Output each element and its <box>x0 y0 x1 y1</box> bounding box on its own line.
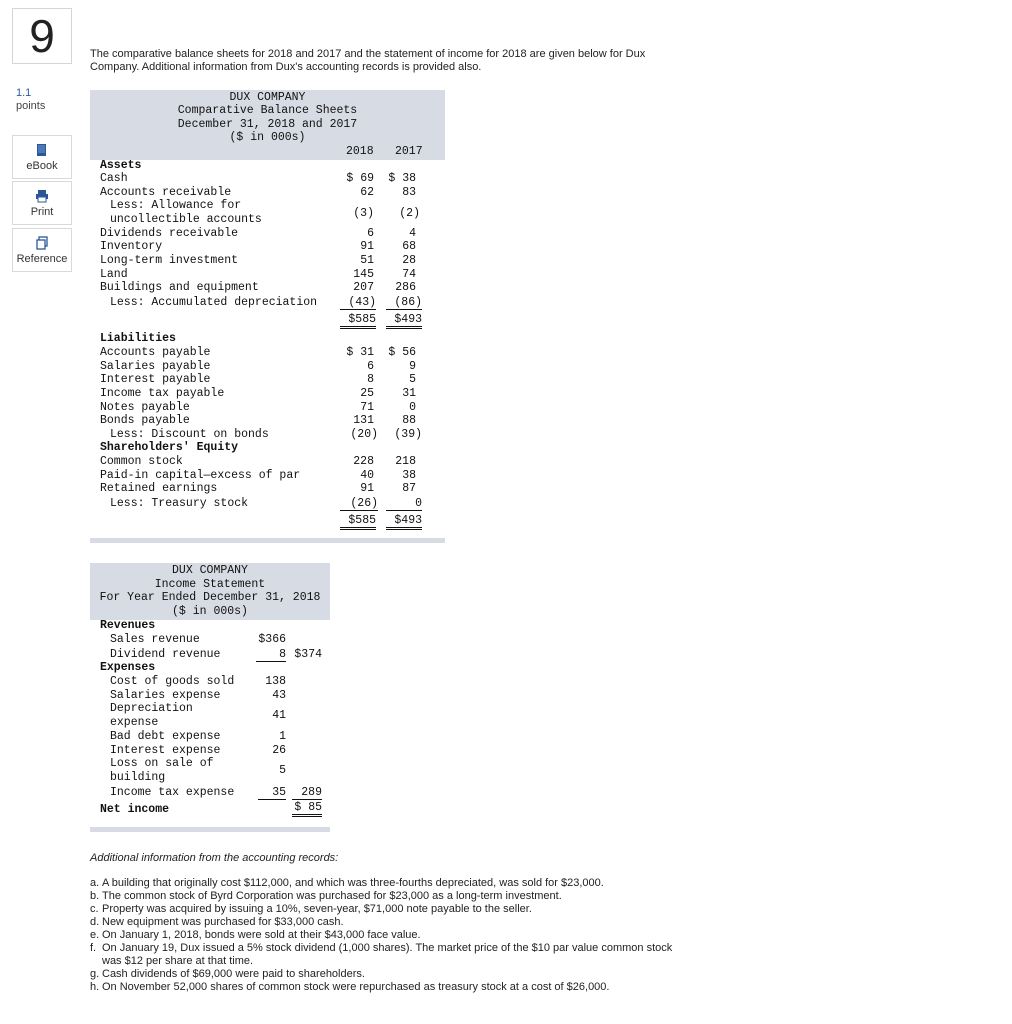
print-label: Print <box>30 205 54 218</box>
item-letter: d. <box>90 916 100 928</box>
is-title-period: For Year Ended December 31, 2018 <box>99 591 321 604</box>
is-title-company: DUX COMPANY <box>172 564 248 577</box>
equity-value-2017: 0 <box>386 497 422 511</box>
expenses-heading: Expenses <box>100 661 156 674</box>
income-statement <box>90 563 330 832</box>
asset-value-2018: 91 <box>360 240 374 253</box>
net-income-value: $ 85 <box>292 801 322 817</box>
points-value: 1.1 <box>16 87 32 99</box>
liability-value-2018: 71 <box>360 401 374 414</box>
list-item <box>90 890 790 903</box>
bs-col-2018: 2018 <box>346 145 374 158</box>
equity-heading: Shareholders' Equity <box>100 441 239 454</box>
item-letter: h. <box>90 981 100 993</box>
asset-value-2018: (3) <box>353 207 374 220</box>
asset-value-2017: 83 <box>402 186 416 199</box>
list-item <box>90 877 790 890</box>
asset-label-cont: uncollectible accounts <box>110 213 262 226</box>
liability-value-2018: 25 <box>360 387 374 400</box>
ebook-button[interactable] <box>12 135 72 179</box>
item-text: On January 1, 2018, bonds were sold at their $43,000 face value. <box>102 929 421 941</box>
ebook-label: eBook <box>26 159 58 172</box>
additional-heading: Additional information from the accounting records: <box>90 852 339 864</box>
is-line-total: 289 <box>292 786 322 800</box>
question-number-text: 9 <box>29 10 55 62</box>
points-label: points <box>16 100 46 112</box>
liability-value-2018: (20) <box>350 428 378 441</box>
is-line-value: 8 <box>256 648 286 662</box>
asset-label: Inventory <box>100 240 163 253</box>
item-text-cont: was $12 per share at that time. <box>102 955 254 967</box>
bs-title-date: December 31, 2018 and 2017 <box>177 118 358 131</box>
asset-value-2017: 74 <box>402 268 416 281</box>
list-item <box>90 903 790 916</box>
is-line-value: 5 <box>279 764 286 777</box>
is-line-label: Salaries expense <box>110 689 221 702</box>
item-text: Property was acquired by issuing a 10%, seven-year, $71,000 note payable to the seller. <box>102 903 532 915</box>
asset-value-2017: $ 38 <box>388 172 416 185</box>
is-line-label-cont: building <box>110 771 166 784</box>
asset-value-2017: 28 <box>402 254 416 267</box>
asset-value-2018: $ 69 <box>346 172 374 185</box>
is-line-label: Cost of goods sold <box>110 675 235 688</box>
liability-label: Notes payable <box>100 401 190 414</box>
item-letter: a. <box>90 877 100 889</box>
equity-value-2017: 87 <box>402 482 416 495</box>
liability-value-2017: 9 <box>409 360 416 373</box>
is-line-label: Sales revenue <box>110 633 200 646</box>
list-item <box>90 981 790 994</box>
liabilities-heading: Liabilities <box>100 332 176 345</box>
equity-label: Paid-in capital—excess of par <box>100 469 301 482</box>
intro-text <box>90 48 730 74</box>
item-letter: b. <box>90 890 100 902</box>
equity-label: Retained earnings <box>100 482 218 495</box>
list-item <box>90 929 790 942</box>
bs-title-name: Comparative Balance Sheets <box>177 104 358 117</box>
equity-label: Less: Treasury stock <box>110 497 249 510</box>
asset-label: Dividends receivable <box>100 227 239 240</box>
intro-line-1: The comparative balance sheets for 2018 and 2017 and the statement of income for 2018 are given below for Dux <box>90 48 646 60</box>
asset-value-2018: 51 <box>360 254 374 267</box>
liability-value-2017: 31 <box>402 387 416 400</box>
list-item <box>90 942 790 968</box>
item-letter: e. <box>90 929 100 941</box>
liability-value-2018: 131 <box>353 414 374 427</box>
list-item <box>90 916 790 929</box>
equity-value-2018: 228 <box>353 455 374 468</box>
bs-title-units: ($ in 000s) <box>229 131 306 144</box>
item-letter: f. <box>90 942 97 954</box>
balance-sheet-bottom-bar <box>90 538 445 543</box>
equity-value-2018: 91 <box>360 482 374 495</box>
equity-value-2017: 38 <box>402 469 416 482</box>
asset-label: Accounts receivable <box>100 186 232 199</box>
book-icon <box>35 143 49 157</box>
is-line-label: Income tax expense <box>110 786 235 799</box>
is-line-value: 138 <box>265 675 286 688</box>
item-text: The common stock of Byrd Corporation was purchased for $23,000 as a long-term investment. <box>102 890 562 902</box>
is-line-label: Loss on sale of <box>110 757 214 770</box>
reference-icon <box>35 236 49 250</box>
income-statement-bottom-bar <box>90 827 330 832</box>
is-line-label: Bad debt expense <box>110 730 221 743</box>
bs-col-2017: 2017 <box>395 145 423 158</box>
asset-value-2018: (43) <box>340 296 376 310</box>
liability-label: Less: Discount on bonds <box>110 428 269 441</box>
equity-value-2018: (26) <box>340 497 378 511</box>
is-title-units: ($ in 000s) <box>172 605 248 618</box>
is-title-name: Income Statement <box>154 578 266 591</box>
assets-total-2018: $585 <box>340 313 376 329</box>
is-line-label-cont: expense <box>110 716 159 729</box>
asset-value-2017: 68 <box>402 240 416 253</box>
assets-heading: Assets <box>100 159 142 172</box>
is-line-total: $374 <box>294 648 322 661</box>
list-item <box>90 968 790 981</box>
reference-button[interactable] <box>12 228 72 272</box>
asset-label: Less: Accumulated depreciation <box>110 296 318 309</box>
item-text: A building that originally cost $112,000, and which was three-fourths depreciated, was sold for $23,000. <box>102 877 604 889</box>
asset-label: Less: Allowance for <box>110 199 242 212</box>
reference-label: Reference <box>16 252 68 265</box>
asset-value-2018: 6 <box>367 227 374 240</box>
liability-value-2017: (39) <box>394 428 422 441</box>
is-line-value: $366 <box>258 633 286 646</box>
item-text: On November 52,000 shares of common stock were repurchased as treasury stock at a cost of $26,000. <box>102 981 610 993</box>
asset-value-2017: 4 <box>409 227 416 240</box>
liability-label: Salaries payable <box>100 360 211 373</box>
asset-label: Land <box>100 268 128 281</box>
bs-title-company: DUX COMPANY <box>229 91 306 104</box>
liability-value-2018: $ 31 <box>346 346 374 359</box>
liability-label: Income tax payable <box>100 387 225 400</box>
item-text: On January 19, Dux issued a 5% stock dividend (1,000 shares). The market price of the $10 par value common stock <box>102 942 673 954</box>
printer-icon <box>35 189 49 203</box>
equity-label: Common stock <box>100 455 183 468</box>
is-line-value: 41 <box>272 709 286 722</box>
item-text: New equipment was purchased for $33,000 cash. <box>102 916 344 928</box>
asset-value-2018: 62 <box>360 186 374 199</box>
is-line-value: 35 <box>258 786 286 800</box>
liability-value-2018: 6 <box>367 360 374 373</box>
asset-value-2018: 145 <box>353 268 374 281</box>
asset-value-2017: (86) <box>386 296 422 310</box>
asset-label: Buildings and equipment <box>100 281 259 294</box>
asset-value-2017: 286 <box>395 281 416 294</box>
question-number <box>12 8 72 64</box>
asset-value-2018: 207 <box>353 281 374 294</box>
intro-line-2: Company. Additional information from Dux's accounting records is provided also. <box>90 61 482 73</box>
item-letter: g. <box>90 968 100 980</box>
balance-sheet <box>90 90 445 543</box>
print-button[interactable] <box>12 181 72 225</box>
liability-label: Accounts payable <box>100 346 211 359</box>
liability-label: Interest payable <box>100 373 211 386</box>
liability-value-2017: 88 <box>402 414 416 427</box>
is-line-value: 43 <box>272 689 286 702</box>
assets-total-2017: $493 <box>386 313 422 329</box>
is-line-label: Depreciation <box>110 702 193 715</box>
item-text: Cash dividends of $69,000 were paid to shareholders. <box>102 968 365 980</box>
asset-label: Long-term investment <box>100 254 239 267</box>
is-line-label: Interest expense <box>110 744 221 757</box>
revenues-heading: Revenues <box>100 619 156 632</box>
liab-equity-total-2017: $493 <box>386 514 422 530</box>
liability-value-2017: 0 <box>409 401 416 414</box>
item-letter: c. <box>90 903 99 915</box>
liability-value-2018: 8 <box>367 373 374 386</box>
is-line-value: 1 <box>279 730 286 743</box>
liability-label: Bonds payable <box>100 414 190 427</box>
asset-label: Cash <box>100 172 128 185</box>
net-income-label: Net income <box>100 803 170 816</box>
is-line-label: Dividend revenue <box>110 648 221 661</box>
liability-value-2017: 5 <box>409 373 416 386</box>
equity-value-2017: 218 <box>395 455 416 468</box>
liability-value-2017: $ 56 <box>388 346 416 359</box>
liab-equity-total-2018: $585 <box>340 514 376 530</box>
equity-value-2018: 40 <box>360 469 374 482</box>
is-line-value: 26 <box>272 744 286 757</box>
asset-value-2017: (2) <box>399 207 420 220</box>
additional-information <box>90 852 790 994</box>
